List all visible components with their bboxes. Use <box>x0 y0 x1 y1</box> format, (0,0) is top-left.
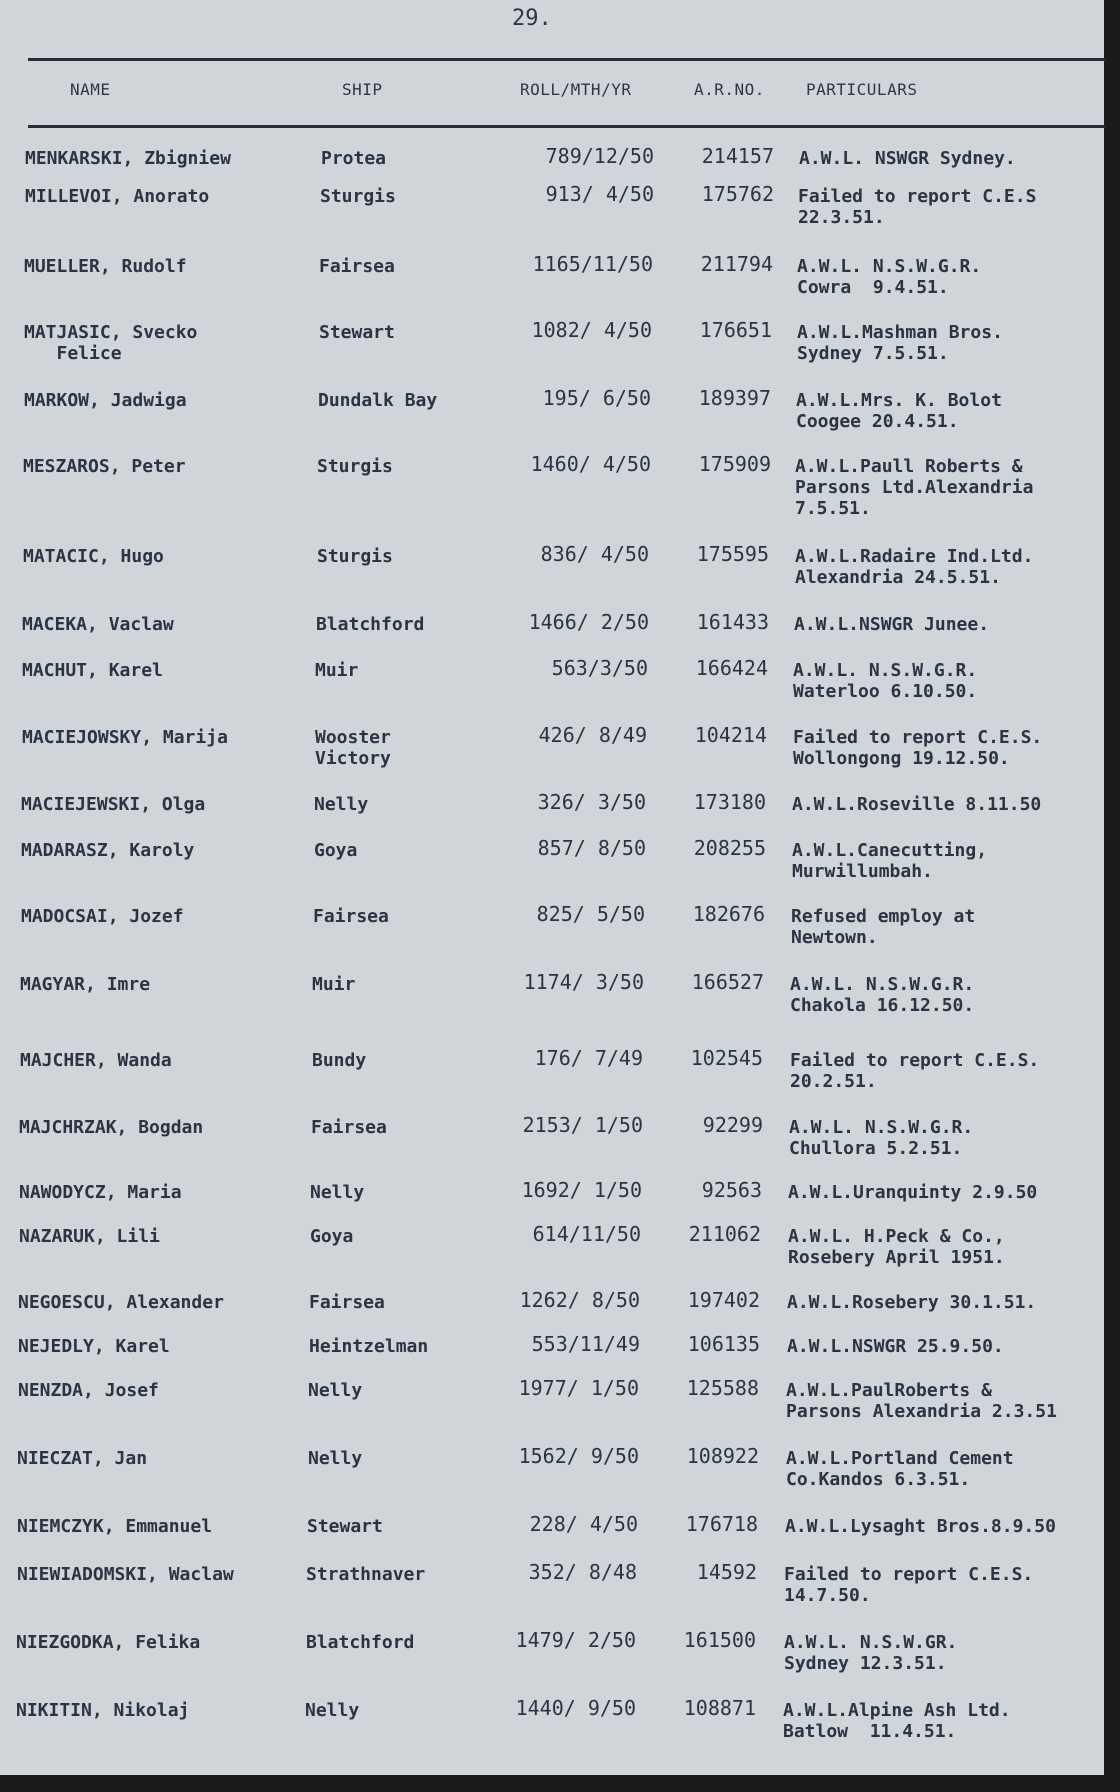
cell-name <box>18 1292 224 1313</box>
cell-ship <box>320 186 396 207</box>
arno-line: 108871 <box>683 1696 756 1720</box>
cell-roll <box>490 1334 640 1355</box>
particulars-line: A.W.L.NSWGR 25.9.50. <box>787 1336 1004 1357</box>
name-line: NAZARUK, Lili <box>19 1226 160 1247</box>
particulars-line: A.W.L. N.S.W.G.R. <box>790 974 975 995</box>
ship-line: Fairsea <box>311 1117 387 1138</box>
ship-line: Nelly <box>314 794 369 815</box>
cell-particulars <box>789 1117 973 1159</box>
cell-particulars <box>787 1336 1004 1357</box>
cell-roll <box>492 1180 642 1201</box>
name-line: MILLEVOI, Anorato <box>25 186 210 207</box>
arno-line: 92563 <box>701 1178 762 1202</box>
particulars-line: Cowra 9.4.51. <box>797 277 949 298</box>
cell-arno <box>655 904 765 925</box>
ship-line: Nelly <box>310 1182 365 1203</box>
cell-name <box>22 614 174 635</box>
cell-particulars <box>790 974 974 1016</box>
cell-ship <box>306 1632 414 1653</box>
cell-particulars <box>788 1182 1037 1203</box>
particulars-line: Refused employ at <box>791 906 976 927</box>
cell-particulars <box>790 1050 1039 1092</box>
arno-line: 176651 <box>699 318 772 342</box>
cell-ship <box>312 1050 366 1071</box>
ship-line: Protea <box>321 148 387 169</box>
arno-line: 173180 <box>693 790 766 814</box>
ship-line: Bundy <box>312 1050 367 1071</box>
cell-roll <box>497 725 647 746</box>
ship-line: Goya <box>314 840 358 861</box>
ship-line: Muir <box>312 974 356 995</box>
header-roll: ROLL/MTH/YR <box>520 80 632 99</box>
particulars-line: A.W.L. N.S.W.GR. <box>784 1632 958 1653</box>
arno-line: 104214 <box>694 723 767 747</box>
cell-particulars <box>793 727 1042 769</box>
particulars-line: Coogee 20.4.51. <box>796 411 959 432</box>
cell-ship <box>309 1336 428 1357</box>
cell-particulars <box>787 1292 1036 1313</box>
particulars-line: Newtown. <box>791 927 878 948</box>
roll-line: 1466/ 2/50 <box>528 610 649 634</box>
cell-arno <box>654 972 764 993</box>
ship-line: Blatchford <box>306 1632 415 1653</box>
cell-arno <box>646 1698 756 1719</box>
cell-roll <box>501 388 651 409</box>
name-line: MADOCSAI, Jozef <box>21 906 184 927</box>
cell-roll <box>501 454 651 475</box>
name-line: NIEMCZYK, Emmanuel <box>17 1516 213 1537</box>
roll-line: 1262/ 8/50 <box>519 1288 640 1312</box>
name-line: MATJASIC, Svecko <box>24 322 198 343</box>
cell-particulars <box>788 1226 1005 1268</box>
cell-ship <box>316 614 424 635</box>
cell-roll <box>496 838 646 859</box>
name-line: MUELLER, Rudolf <box>24 256 187 277</box>
cell-arno <box>656 838 766 859</box>
name-line: MARKOW, Jadwiga <box>24 390 187 411</box>
cell-particulars <box>795 456 1033 519</box>
cell-arno <box>649 1378 759 1399</box>
ship-line: Nelly <box>308 1448 363 1469</box>
cell-roll <box>486 1698 636 1719</box>
arno-line: 102545 <box>690 1046 763 1070</box>
cell-name <box>23 456 186 477</box>
particulars-line: A.W.L. N.S.W.G.R. <box>789 1117 974 1138</box>
cell-name <box>24 322 197 364</box>
ship-line: Nelly <box>305 1700 360 1721</box>
header-particulars: PARTICULARS <box>806 80 918 99</box>
particulars-line: Wollongong 19.12.50. <box>793 748 1010 769</box>
cell-roll <box>499 544 649 565</box>
roll-line: 1082/ 4/50 <box>531 318 652 342</box>
cell-ship <box>307 1516 383 1537</box>
ship-line: Fairsea <box>319 256 395 277</box>
roll-line: 913/ 4/50 <box>545 182 654 206</box>
particulars-line: A.W.L.Lysaght Bros.8.9.50 <box>785 1516 1056 1537</box>
cell-roll <box>498 658 648 679</box>
name-line: MENKARSKI, Zbigniew <box>25 148 231 169</box>
name-line: MACIEJEWSKI, Olga <box>21 794 206 815</box>
particulars-line: Waterloo 6.10.50. <box>793 681 978 702</box>
name-line: MACHUT, Karel <box>22 660 163 681</box>
name-line: NEJEDLY, Karel <box>18 1336 170 1357</box>
roll-line: 228/ 4/50 <box>529 1512 638 1536</box>
cell-particulars <box>785 1516 1056 1537</box>
arno-line: 161433 <box>696 610 769 634</box>
cell-particulars <box>786 1380 1057 1422</box>
ship-line: Fairsea <box>309 1292 385 1313</box>
roll-line: 1479/ 2/50 <box>515 1628 636 1652</box>
particulars-line: A.W.L. N.S.W.G.R. <box>793 660 978 681</box>
cell-particulars <box>792 840 987 882</box>
particulars-line: Chakola 16.12.50. <box>790 995 975 1016</box>
header-arno: A.R.NO. <box>694 80 765 99</box>
cell-ship <box>315 727 391 769</box>
cell-arno <box>659 612 769 633</box>
ship-line: Wooster <box>315 727 391 748</box>
name-line: NAWODYCZ, Maria <box>19 1182 182 1203</box>
arno-line: 211062 <box>688 1222 761 1246</box>
cell-arno <box>657 725 767 746</box>
roll-line: 1174/ 3/50 <box>523 970 644 994</box>
cell-roll <box>486 1630 636 1651</box>
roll-line: 1562/ 9/50 <box>518 1444 639 1468</box>
page-number: 29. <box>512 6 552 31</box>
cell-roll <box>493 1115 643 1136</box>
roll-line: 1460/ 4/50 <box>530 452 651 476</box>
roll-line: 857/ 8/50 <box>537 836 646 860</box>
arno-line: 175762 <box>701 182 774 206</box>
cell-arno <box>664 184 774 205</box>
name-line: MACIEJOWSKY, Marija <box>22 727 228 748</box>
cell-ship <box>308 1448 362 1469</box>
cell-arno <box>650 1290 760 1311</box>
roll-line: 836/ 4/50 <box>540 542 649 566</box>
cell-roll <box>494 972 644 993</box>
roll-line: 1977/ 1/50 <box>518 1376 639 1400</box>
roll-line: 825/ 5/50 <box>536 902 645 926</box>
cell-particulars <box>792 794 1041 815</box>
particulars-line: Failed to report C.E.S. <box>784 1564 1034 1585</box>
cell-name <box>19 1226 160 1247</box>
cell-name <box>19 1117 203 1138</box>
roll-line: 789/12/50 <box>545 144 654 168</box>
cell-arno <box>648 1514 758 1535</box>
cell-roll <box>499 612 649 633</box>
arno-line: 176718 <box>685 1512 758 1536</box>
cell-arno <box>652 1180 762 1201</box>
roll-line: 426/ 8/49 <box>538 723 647 747</box>
particulars-line: 22.3.51. <box>798 207 885 228</box>
cell-roll <box>489 1378 639 1399</box>
cell-name <box>25 148 231 169</box>
arno-line: 182676 <box>692 902 765 926</box>
name-line: MACEKA, Vaclaw <box>22 614 174 635</box>
cell-particulars <box>796 390 1002 432</box>
particulars-line: A.W.L.Radaire Ind.Ltd. <box>795 546 1034 567</box>
particulars-line: Rosebery April 1951. <box>788 1247 1005 1268</box>
name-line: NENZDA, Josef <box>18 1380 159 1401</box>
cell-name <box>18 1380 159 1401</box>
particulars-line: Parsons Alexandria 2.3.51 <box>786 1401 1057 1422</box>
particulars-line: 14.7.50. <box>784 1585 871 1606</box>
roll-line: 352/ 8/48 <box>528 1560 637 1584</box>
cell-arno <box>653 1048 763 1069</box>
ship-line: Blatchford <box>316 614 425 635</box>
ship-line: Stewart <box>307 1516 383 1537</box>
header-rule-bottom <box>28 125 1106 128</box>
arno-line: 125588 <box>686 1376 759 1400</box>
roll-line: 563/3/50 <box>551 656 648 680</box>
cell-arno <box>647 1562 757 1583</box>
cell-arno <box>646 1630 756 1651</box>
name-line: MADARASZ, Karoly <box>21 840 195 861</box>
cell-roll <box>488 1514 638 1535</box>
particulars-line: Co.Kandos 6.3.51. <box>786 1469 971 1490</box>
cell-name <box>25 186 209 207</box>
cell-particulars <box>786 1448 1014 1490</box>
arno-line: 106135 <box>687 1332 760 1356</box>
roll-line: 614/11/50 <box>532 1222 641 1246</box>
particulars-line: A.W.L. H.Peck & Co., <box>788 1226 1005 1247</box>
ship-line: Fairsea <box>313 906 389 927</box>
arno-line: 166424 <box>695 656 768 680</box>
particulars-line: A.W.L.Alpine Ash Ltd. <box>783 1700 1011 1721</box>
cell-roll <box>487 1562 637 1583</box>
cell-particulars <box>799 148 1016 169</box>
cell-name <box>17 1448 147 1469</box>
particulars-line: A.W.L.Rosebery 30.1.51. <box>787 1292 1037 1313</box>
arno-line: 92299 <box>702 1113 763 1137</box>
name-line: MAJCHRZAK, Bogdan <box>19 1117 204 1138</box>
particulars-line: Parsons Ltd.Alexandria <box>795 477 1034 498</box>
name-line: MAJCHER, Wanda <box>20 1050 172 1071</box>
cell-name <box>20 1050 172 1071</box>
particulars-line: A.W.L.NSWGR Junee. <box>794 614 990 635</box>
arno-line: 161500 <box>683 1628 756 1652</box>
particulars-line: A.W.L.Mashman Bros. <box>797 322 1003 343</box>
particulars-line: A.W.L. N.S.W.G.R. <box>797 256 982 277</box>
roll-line: 1165/11/50 <box>532 252 653 276</box>
ship-line: Sturgis <box>320 186 396 207</box>
cell-particulars <box>793 660 977 702</box>
cell-name <box>19 1182 182 1203</box>
cell-roll <box>493 1048 643 1069</box>
cell-arno <box>651 1224 761 1245</box>
cell-arno <box>656 792 766 813</box>
cell-name <box>20 974 150 995</box>
name-line: NEGOESCU, Alexander <box>18 1292 224 1313</box>
particulars-line: Batlow 11.4.51. <box>783 1721 957 1742</box>
particulars-line: Failed to report C.E.S. <box>790 1050 1040 1071</box>
particulars-line: 20.2.51. <box>790 1071 877 1092</box>
arno-line: 175595 <box>696 542 769 566</box>
particulars-line: A.W.L. NSWGR Sydney. <box>799 148 1016 169</box>
roll-line: 553/11/49 <box>531 1332 640 1356</box>
cell-ship <box>312 974 355 995</box>
cell-arno <box>661 388 771 409</box>
particulars-line: Failed to report C.E.S <box>798 186 1037 207</box>
cell-roll <box>490 1290 640 1311</box>
cell-name <box>18 1336 170 1357</box>
name-line: NIEWIADOMSKI, Waclaw <box>17 1564 234 1585</box>
particulars-line: A.W.L.Portland Cement <box>786 1448 1014 1469</box>
cell-particulars <box>798 186 1036 228</box>
arno-line: 197402 <box>687 1288 760 1312</box>
roll-line: 176/ 7/49 <box>534 1046 643 1070</box>
cell-ship <box>317 546 393 567</box>
arno-line: 189397 <box>698 386 771 410</box>
roll-line: 326/ 3/50 <box>537 790 646 814</box>
header-rule-top <box>28 58 1106 61</box>
header-name: NAME <box>70 80 111 99</box>
ship-line: Sturgis <box>317 546 393 567</box>
cell-particulars <box>797 322 1003 364</box>
ship-line: Strathnaver <box>306 1564 426 1585</box>
cell-particulars <box>795 546 1033 588</box>
cell-roll <box>491 1224 641 1245</box>
ship-line: Goya <box>310 1226 354 1247</box>
cell-ship <box>314 794 368 815</box>
cell-particulars <box>783 1700 1011 1742</box>
name-line: NIKITIN, Nikolaj <box>16 1700 190 1721</box>
cell-name <box>16 1700 189 1721</box>
cell-particulars <box>791 906 975 948</box>
ship-line: Muir <box>315 660 359 681</box>
particulars-line: Murwillumbah. <box>792 861 933 882</box>
cell-ship <box>319 322 395 343</box>
particulars-line: Sydney 7.5.51. <box>797 343 949 364</box>
name-line: MAGYAR, Imre <box>20 974 151 995</box>
name-line: MESZAROS, Peter <box>23 456 186 477</box>
cell-particulars <box>784 1564 1033 1606</box>
cell-arno <box>663 254 773 275</box>
arno-line: 208255 <box>693 836 766 860</box>
name-line: MATACIC, Hugo <box>23 546 164 567</box>
particulars-line: A.W.L.Uranquinty 2.9.50 <box>788 1182 1038 1203</box>
cell-roll <box>502 320 652 341</box>
cell-ship <box>310 1182 364 1203</box>
cell-name <box>16 1632 200 1653</box>
cell-ship <box>310 1226 353 1247</box>
cell-arno <box>659 544 769 565</box>
arno-line: 175909 <box>698 452 771 476</box>
ship-line: Stewart <box>319 322 395 343</box>
cell-particulars <box>797 256 981 298</box>
particulars-line: A.W.L.Mrs. K. Bolot <box>796 390 1002 411</box>
cell-name <box>21 794 205 815</box>
roll-line: 1440/ 9/50 <box>515 1696 636 1720</box>
cell-particulars <box>794 614 989 635</box>
particulars-line: Chullora 5.2.51. <box>789 1138 963 1159</box>
particulars-line: A.W.L.PaulRoberts & <box>786 1380 992 1401</box>
header-ship: SHIP <box>342 80 383 99</box>
cell-arno <box>658 658 768 679</box>
cell-name <box>21 840 194 861</box>
arno-line: 14592 <box>696 1560 757 1584</box>
cell-arno <box>649 1446 759 1467</box>
name-line: Felice <box>24 343 122 364</box>
particulars-line: A.W.L.Roseville 8.11.50 <box>792 794 1042 815</box>
ship-line: Dundalk Bay <box>318 390 438 411</box>
cell-roll <box>504 184 654 205</box>
cell-ship <box>317 456 393 477</box>
cell-ship <box>315 660 358 681</box>
cell-roll <box>495 904 645 925</box>
cell-name <box>23 546 164 567</box>
arno-line: 166527 <box>691 970 764 994</box>
name-line: NIEZGODKA, Felika <box>16 1632 201 1653</box>
cell-ship <box>311 1117 387 1138</box>
particulars-line: A.W.L.Canecutting, <box>792 840 988 861</box>
cell-ship <box>306 1564 425 1585</box>
roll-line: 1692/ 1/50 <box>521 1178 642 1202</box>
arno-line: 214157 <box>701 144 774 168</box>
particulars-line: Failed to report C.E.S. <box>793 727 1043 748</box>
cell-particulars <box>784 1632 957 1674</box>
particulars-line: Sydney 12.3.51. <box>784 1653 947 1674</box>
roll-line: 2153/ 1/50 <box>522 1113 643 1137</box>
ship-line: Sturgis <box>317 456 393 477</box>
cell-ship <box>321 148 386 169</box>
roll-line: 195/ 6/50 <box>542 386 651 410</box>
cell-arno <box>661 454 771 475</box>
cell-name <box>17 1564 234 1585</box>
arno-line: 211794 <box>700 252 773 276</box>
cell-arno <box>650 1334 760 1355</box>
cell-name <box>21 906 184 927</box>
cell-roll <box>504 146 654 167</box>
cell-ship <box>313 906 389 927</box>
cell-name <box>22 727 228 748</box>
cell-ship <box>318 390 437 411</box>
cell-ship <box>309 1292 385 1313</box>
ship-line: Victory <box>315 748 391 769</box>
arno-line: 108922 <box>686 1444 759 1468</box>
cell-roll <box>503 254 653 275</box>
cell-arno <box>662 320 772 341</box>
particulars-line: 7.5.51. <box>795 498 871 519</box>
cell-name <box>24 256 187 277</box>
cell-arno <box>664 146 774 167</box>
cell-roll <box>496 792 646 813</box>
cell-ship <box>319 256 395 277</box>
cell-name <box>17 1516 212 1537</box>
name-line: NIECZAT, Jan <box>17 1448 148 1469</box>
cell-ship <box>308 1380 362 1401</box>
cell-name <box>24 390 187 411</box>
particulars-line: A.W.L.Paull Roberts & <box>795 456 1023 477</box>
ship-line: Nelly <box>308 1380 363 1401</box>
cell-roll <box>489 1446 639 1467</box>
cell-ship <box>305 1700 359 1721</box>
ship-line: Heintzelman <box>309 1336 429 1357</box>
cell-arno <box>653 1115 763 1136</box>
particulars-line: Alexandria 24.5.51. <box>795 567 1001 588</box>
cell-ship <box>314 840 357 861</box>
cell-name <box>22 660 163 681</box>
